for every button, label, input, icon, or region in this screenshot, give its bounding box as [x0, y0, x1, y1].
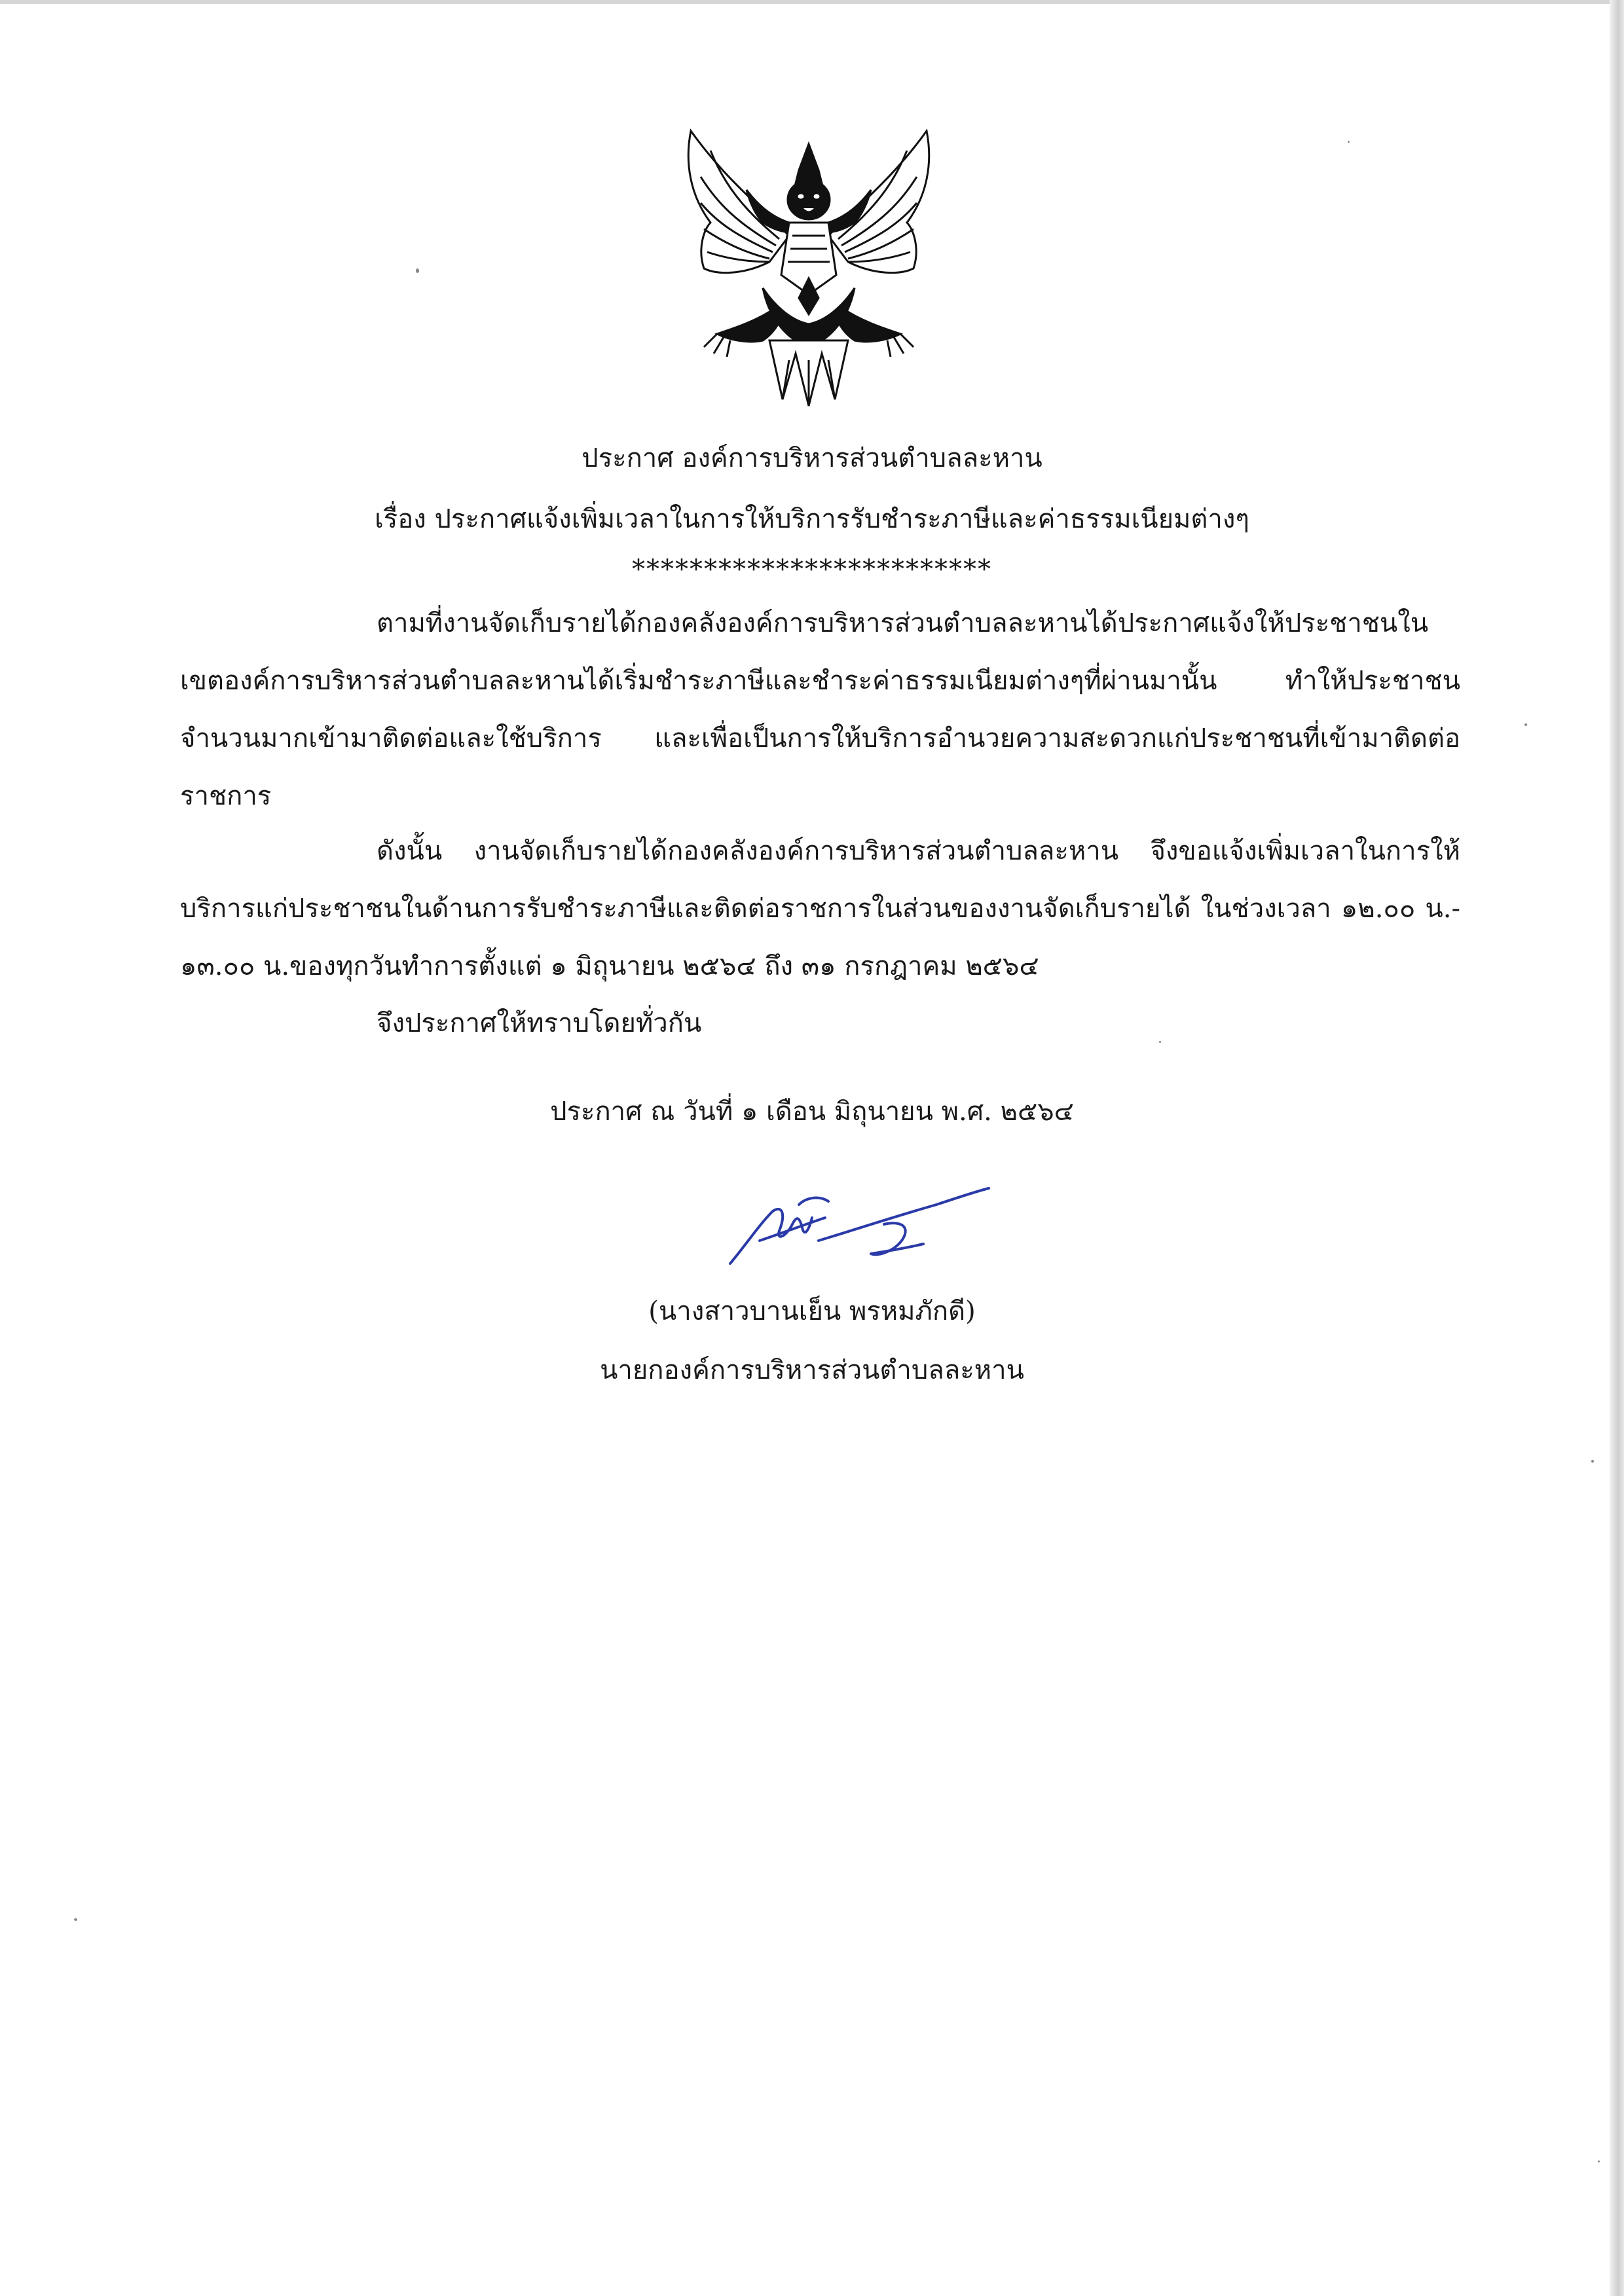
scan-speck	[1598, 2160, 1600, 2162]
paragraph-2	[180, 822, 1460, 995]
announcement-subject: เรื่อง ประกาศแจ้งเพิ่มเวลาในการให้บริการรับชำระภาษีและค่าธรรมเนียมต่างๆ	[375, 504, 1249, 534]
separator-line: *************************	[632, 555, 992, 585]
signature-icon	[720, 1178, 1002, 1277]
paragraph-1-text: ตามที่งานจัดเก็บรายได้กองคลังองค์การบริหารส่วนตำบลละหานได้ประกาศแจ้งให้ประชาชนในเขตองค์การบริหารส่วนตำบลละหานได้เริ่มชำระภาษีและชำระค่าธรรมเนียมต่างๆที่ผ่านมานั้น ทำให้ประชาชนจำนวนมากเข้ามาติดต่อและใช้บริการ และเพื่อเป็นการให้บริการอำนวยความสะดวกแก่ประชาชนที่เข้ามาติดต่อราชการ	[180, 608, 1460, 811]
scan-speck	[416, 268, 419, 273]
scan-edge-right	[1610, 0, 1624, 2296]
signer-name: (นางสาวบานเย็น พรหมภักดี)	[648, 1296, 976, 1326]
scan-speck	[74, 1918, 77, 1921]
signer-title: นายกองค์การบริหารส่วนตำบลละหาน	[600, 1355, 1024, 1385]
scan-speck	[1159, 1041, 1161, 1043]
scan-speck	[1524, 723, 1527, 726]
date-line: ประกาศ ณ วันที่ ๑ เดือน มิถุนายน พ.ศ. ๒๕๖๔	[550, 1097, 1074, 1127]
scan-edge-top	[0, 0, 1624, 4]
paragraph-2-text: ดังนั้น งานจัดเก็บรายได้กองคลังองค์การบริหารส่วนตำบลละหาน จึงขอแจ้งเพิ่มเวลาในการให้บริการแก่ประชาชนในด้านการรับชำระภาษีและติดต่อราชการในส่วนของงานจัดเก็บรายได้ ในช่วงเวลา ๑๒.๐๐ น.- ๑๓.๐๐ น.ของทุกวันทำการตั้งแต่ ๑ มิถุนายน ๒๕๖๔ ถึง ๓๑ กรกฎาคม ๒๕๖๔	[180, 836, 1460, 981]
paragraph-1	[180, 594, 1460, 825]
garuda-emblem-icon	[665, 124, 953, 412]
announcement-heading: ประกาศ องค์การบริหารส่วนตำบลละหาน	[581, 443, 1043, 473]
closing-line: จึงประกาศให้ทราบโดยทั่วกัน	[377, 1008, 702, 1038]
scan-speck	[1591, 1460, 1594, 1463]
scan-speck	[1348, 141, 1350, 143]
